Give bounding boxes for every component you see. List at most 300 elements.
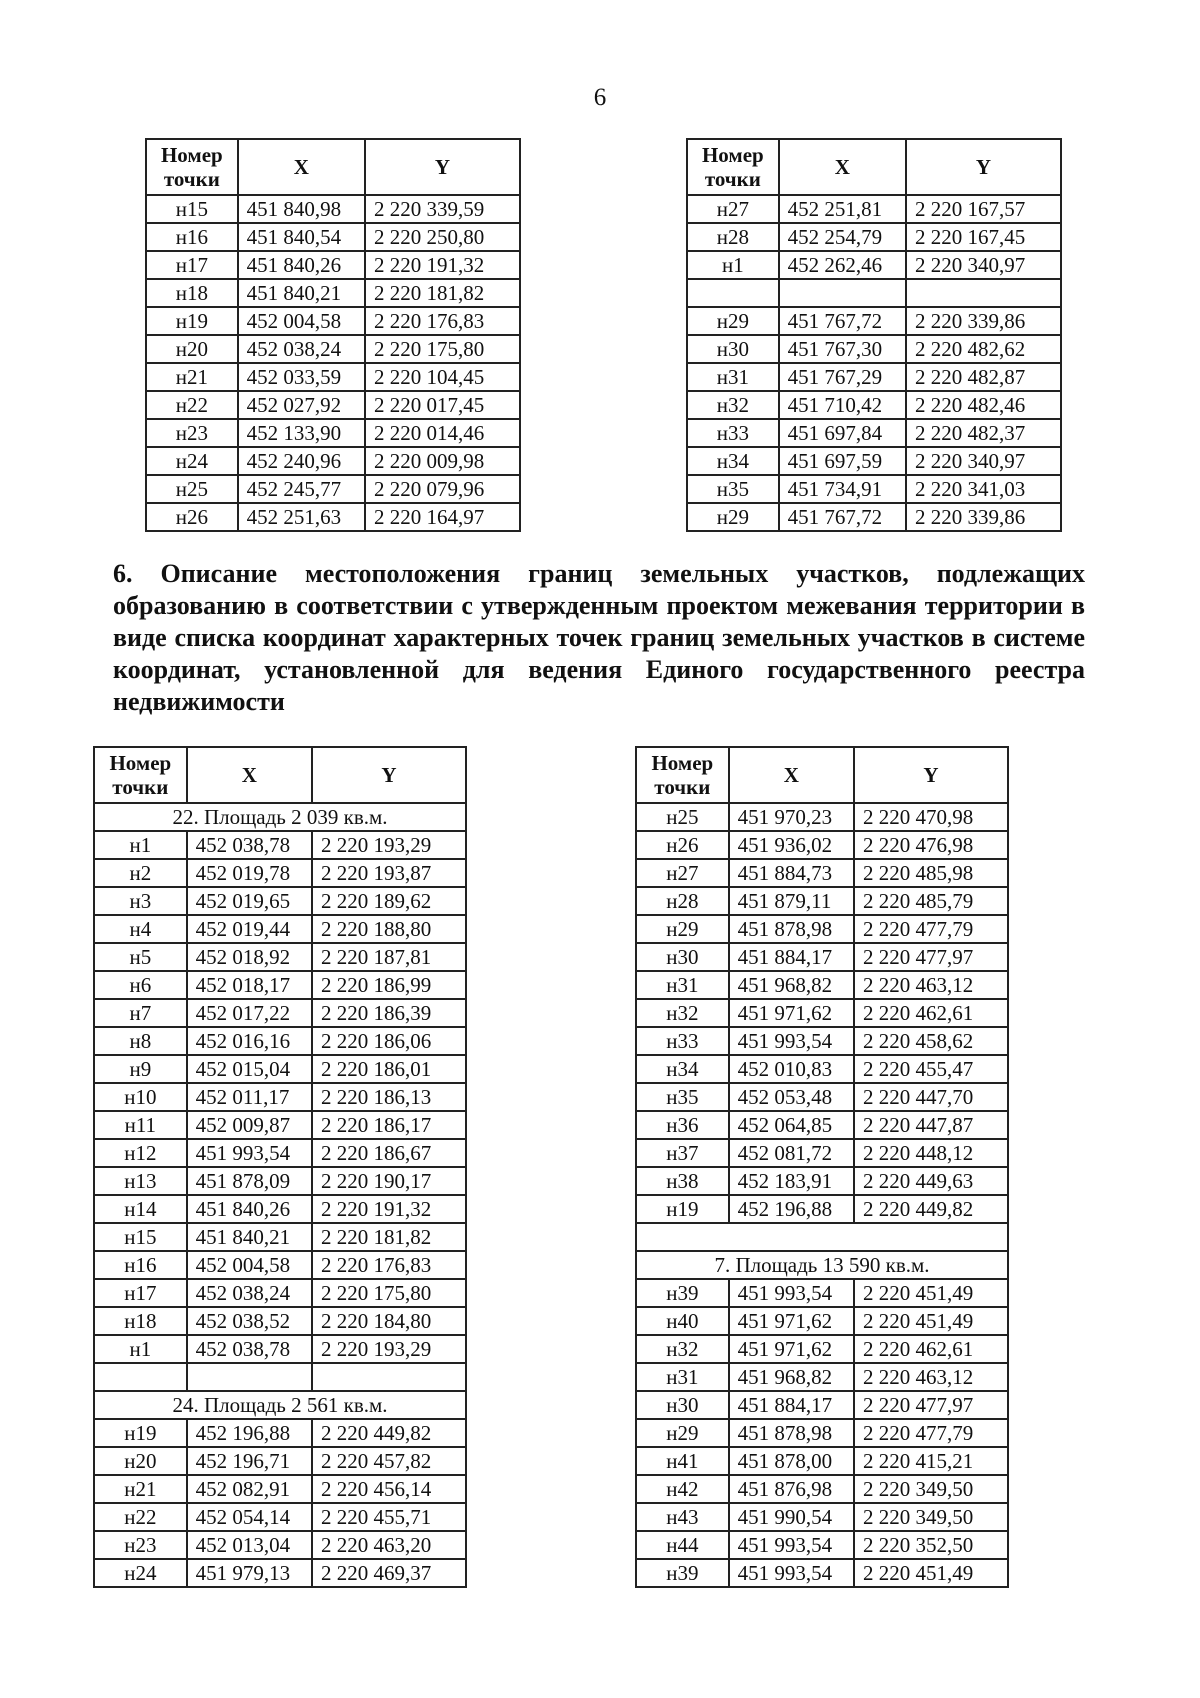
table-row xyxy=(94,859,466,887)
header-y: Y xyxy=(906,139,1061,195)
x-cell: 451 767,29 xyxy=(779,363,906,391)
y-cell: 2 220 482,87 xyxy=(906,363,1061,391)
table-row xyxy=(146,223,520,251)
x-cell: 452 133,90 xyxy=(238,419,365,447)
x-cell: 452 033,59 xyxy=(238,363,365,391)
y-cell: 2 220 463,12 xyxy=(854,1363,1008,1391)
point-number-cell: н27 xyxy=(687,195,779,223)
y-cell: 2 220 476,98 xyxy=(854,831,1008,859)
table-row xyxy=(146,251,520,279)
point-number-cell: н19 xyxy=(146,307,238,335)
x-cell: 452 009,87 xyxy=(187,1111,312,1139)
x-cell: 451 879,11 xyxy=(729,887,854,915)
table-row xyxy=(94,1139,466,1167)
x-cell: 451 968,82 xyxy=(729,971,854,999)
point-number-cell: н30 xyxy=(636,1391,729,1419)
y-cell: 2 220 455,47 xyxy=(854,1055,1008,1083)
point-number-cell: н35 xyxy=(636,1083,729,1111)
table-row xyxy=(94,943,466,971)
point-number-cell: н1 xyxy=(94,831,187,859)
y-cell: 2 220 191,32 xyxy=(365,251,520,279)
x-cell: 452 038,24 xyxy=(187,1279,312,1307)
table-row xyxy=(146,307,520,335)
x-cell: 451 876,98 xyxy=(729,1475,854,1503)
point-number-cell: н14 xyxy=(94,1195,187,1223)
x-cell xyxy=(187,1363,312,1391)
table-row xyxy=(146,363,520,391)
x-cell: 451 878,00 xyxy=(729,1447,854,1475)
point-number-cell: н41 xyxy=(636,1447,729,1475)
point-number-cell: н32 xyxy=(636,999,729,1027)
x-cell: 452 054,14 xyxy=(187,1503,312,1531)
y-cell: 2 220 186,39 xyxy=(312,999,466,1027)
point-number-cell: н31 xyxy=(687,363,779,391)
point-number-cell: н29 xyxy=(687,503,779,531)
table-row xyxy=(636,1083,1008,1111)
table-row xyxy=(636,1111,1008,1139)
y-cell: 2 220 477,79 xyxy=(854,915,1008,943)
table-row xyxy=(636,859,1008,887)
table-row xyxy=(687,447,1061,475)
table-row xyxy=(94,1167,466,1195)
table-row xyxy=(687,503,1061,531)
section-row xyxy=(94,1391,466,1419)
x-cell: 452 015,04 xyxy=(187,1055,312,1083)
point-number-cell: н21 xyxy=(146,363,238,391)
x-cell: 452 004,58 xyxy=(238,307,365,335)
point-number-cell: н20 xyxy=(146,335,238,363)
table-row xyxy=(94,1055,466,1083)
point-number-cell: н22 xyxy=(146,391,238,419)
point-number-cell: н22 xyxy=(94,1503,187,1531)
x-cell: 451 840,21 xyxy=(187,1223,312,1251)
x-cell: 452 240,96 xyxy=(238,447,365,475)
y-cell: 2 220 482,62 xyxy=(906,335,1061,363)
point-number-cell: н33 xyxy=(636,1027,729,1055)
y-cell: 2 220 462,61 xyxy=(854,1335,1008,1363)
table-row xyxy=(94,1083,466,1111)
x-cell: 452 053,48 xyxy=(729,1083,854,1111)
header-x: X xyxy=(779,139,906,195)
table-row xyxy=(94,1307,466,1335)
table-row xyxy=(94,1447,466,1475)
point-number-cell: н24 xyxy=(94,1559,187,1587)
y-cell: 2 220 458,62 xyxy=(854,1027,1008,1055)
x-cell: 452 196,71 xyxy=(187,1447,312,1475)
y-cell: 2 220 104,45 xyxy=(365,363,520,391)
x-cell: 451 971,62 xyxy=(729,1307,854,1335)
table-row xyxy=(636,887,1008,915)
point-number-cell: н37 xyxy=(636,1139,729,1167)
point-number-cell: н3 xyxy=(94,887,187,915)
x-cell: 451 878,98 xyxy=(729,915,854,943)
y-cell: 2 220 339,59 xyxy=(365,195,520,223)
point-number-cell: н20 xyxy=(94,1447,187,1475)
x-cell: 452 082,91 xyxy=(187,1475,312,1503)
x-cell: 451 993,54 xyxy=(729,1559,854,1587)
point-number-cell: н6 xyxy=(94,971,187,999)
y-cell: 2 220 190,17 xyxy=(312,1167,466,1195)
x-cell: 451 993,54 xyxy=(187,1139,312,1167)
x-cell: 452 016,16 xyxy=(187,1027,312,1055)
point-number-cell: н39 xyxy=(636,1559,729,1587)
y-cell: 2 220 456,14 xyxy=(312,1475,466,1503)
x-cell: 451 767,72 xyxy=(779,307,906,335)
y-cell: 2 220 457,82 xyxy=(312,1447,466,1475)
point-number-cell: н1 xyxy=(94,1335,187,1363)
y-cell: 2 220 193,87 xyxy=(312,859,466,887)
y-cell: 2 220 186,01 xyxy=(312,1055,466,1083)
y-cell: 2 220 455,71 xyxy=(312,1503,466,1531)
point-number-cell: н29 xyxy=(636,1419,729,1447)
x-cell: 452 064,85 xyxy=(729,1111,854,1139)
table-row xyxy=(636,1447,1008,1475)
table-row xyxy=(94,915,466,943)
table-row xyxy=(94,1195,466,1223)
y-cell: 2 220 340,97 xyxy=(906,251,1061,279)
table-row xyxy=(687,279,1061,307)
x-cell: 452 019,78 xyxy=(187,859,312,887)
y-cell: 2 220 189,62 xyxy=(312,887,466,915)
y-cell: 2 220 014,46 xyxy=(365,419,520,447)
x-cell: 451 697,84 xyxy=(779,419,906,447)
x-cell: 451 990,54 xyxy=(729,1503,854,1531)
y-cell: 2 220 187,81 xyxy=(312,943,466,971)
x-cell: 452 038,78 xyxy=(187,1335,312,1363)
y-cell: 2 220 175,80 xyxy=(365,335,520,363)
point-number-cell: н15 xyxy=(146,195,238,223)
section-heading: 6. Описание местоположения границ земельных участков, подлежащих образованию в соответствии с утвержденным проектом межевания территории в виде списка координат характерных точек границ земельных участков в системе координат, установленной для ведения Единого государственного реестра недвижимости xyxy=(113,559,1085,716)
table-row xyxy=(94,1531,466,1559)
table-row xyxy=(636,1559,1008,1587)
table-row xyxy=(636,831,1008,859)
point-number-cell: н5 xyxy=(94,943,187,971)
point-number-cell: н11 xyxy=(94,1111,187,1139)
x-cell xyxy=(779,279,906,307)
y-cell: 2 220 340,97 xyxy=(906,447,1061,475)
coordinates-table-bottom-left xyxy=(93,746,467,1588)
header-y: Y xyxy=(365,139,520,195)
table-row xyxy=(636,1531,1008,1559)
y-cell: 2 220 477,79 xyxy=(854,1419,1008,1447)
x-cell: 451 993,54 xyxy=(729,1531,854,1559)
table-row xyxy=(687,307,1061,335)
point-number-cell: н44 xyxy=(636,1531,729,1559)
table-row xyxy=(94,1475,466,1503)
table-row xyxy=(687,335,1061,363)
table-row xyxy=(687,223,1061,251)
y-cell: 2 220 186,99 xyxy=(312,971,466,999)
coordinates-table-top-left xyxy=(145,138,521,532)
x-cell: 451 968,82 xyxy=(729,1363,854,1391)
table-row xyxy=(636,1475,1008,1503)
point-number-cell: н16 xyxy=(94,1251,187,1279)
table-row xyxy=(94,1279,466,1307)
point-number-cell: н17 xyxy=(94,1279,187,1307)
point-number-cell: н30 xyxy=(687,335,779,363)
x-cell: 451 993,54 xyxy=(729,1027,854,1055)
y-cell: 2 220 463,20 xyxy=(312,1531,466,1559)
table-row xyxy=(94,1223,466,1251)
x-cell: 451 710,42 xyxy=(779,391,906,419)
table-row xyxy=(94,1503,466,1531)
y-cell: 2 220 188,80 xyxy=(312,915,466,943)
y-cell: 2 220 451,49 xyxy=(854,1307,1008,1335)
section-title: 24. Площадь 2 561 кв.м. xyxy=(94,1391,466,1419)
x-cell: 451 884,17 xyxy=(729,1391,854,1419)
table-row xyxy=(94,831,466,859)
point-number-cell: н29 xyxy=(687,307,779,335)
table-row xyxy=(687,363,1061,391)
table-row xyxy=(146,447,520,475)
header-point-number: Номер точки xyxy=(94,747,187,803)
table-row xyxy=(146,335,520,363)
y-cell: 2 220 193,29 xyxy=(312,831,466,859)
x-cell: 451 840,26 xyxy=(238,251,365,279)
table-row xyxy=(636,1167,1008,1195)
x-cell: 452 018,92 xyxy=(187,943,312,971)
x-cell: 451 840,98 xyxy=(238,195,365,223)
header-x: X xyxy=(238,139,365,195)
point-number-cell: н31 xyxy=(636,971,729,999)
point-number-cell: н32 xyxy=(687,391,779,419)
table-row xyxy=(687,195,1061,223)
y-cell: 2 220 191,32 xyxy=(312,1195,466,1223)
point-number-cell: н18 xyxy=(94,1307,187,1335)
y-cell: 2 220 449,82 xyxy=(312,1419,466,1447)
y-cell: 2 220 349,50 xyxy=(854,1475,1008,1503)
point-number-cell: н28 xyxy=(687,223,779,251)
y-cell xyxy=(906,279,1061,307)
point-number-cell: н12 xyxy=(94,1139,187,1167)
x-cell: 452 011,17 xyxy=(187,1083,312,1111)
table-row xyxy=(636,803,1008,831)
y-cell: 2 220 451,49 xyxy=(854,1279,1008,1307)
header-point-number: Номер точки xyxy=(687,139,779,195)
x-cell: 451 971,62 xyxy=(729,999,854,1027)
point-number-cell: н42 xyxy=(636,1475,729,1503)
table-row xyxy=(636,1363,1008,1391)
y-cell: 2 220 186,13 xyxy=(312,1083,466,1111)
point-number-cell: н43 xyxy=(636,1503,729,1531)
point-number-cell: н1 xyxy=(687,251,779,279)
y-cell: 2 220 449,82 xyxy=(854,1195,1008,1223)
table-row xyxy=(636,1195,1008,1223)
table-row xyxy=(94,1251,466,1279)
point-number-cell: н31 xyxy=(636,1363,729,1391)
table-row xyxy=(636,943,1008,971)
x-cell: 451 971,62 xyxy=(729,1335,854,1363)
table-row xyxy=(636,1055,1008,1083)
y-cell: 2 220 339,86 xyxy=(906,307,1061,335)
y-cell: 2 220 482,37 xyxy=(906,419,1061,447)
y-cell: 2 220 176,83 xyxy=(365,307,520,335)
x-cell: 452 013,04 xyxy=(187,1531,312,1559)
y-cell: 2 220 009,98 xyxy=(365,447,520,475)
y-cell: 2 220 186,17 xyxy=(312,1111,466,1139)
table-row xyxy=(636,1419,1008,1447)
x-cell: 451 878,09 xyxy=(187,1167,312,1195)
point-number-cell: н34 xyxy=(636,1055,729,1083)
table-row xyxy=(146,195,520,223)
point-number-cell: н30 xyxy=(636,943,729,971)
y-cell: 2 220 341,03 xyxy=(906,475,1061,503)
section-row xyxy=(94,803,466,831)
table-row xyxy=(146,503,520,531)
x-cell: 452 017,22 xyxy=(187,999,312,1027)
coordinates-table-top-right xyxy=(686,138,1062,532)
x-cell: 452 245,77 xyxy=(238,475,365,503)
table-row xyxy=(94,999,466,1027)
y-cell: 2 220 181,82 xyxy=(365,279,520,307)
y-cell: 2 220 186,06 xyxy=(312,1027,466,1055)
point-number-cell: н27 xyxy=(636,859,729,887)
point-number-cell: н21 xyxy=(94,1475,187,1503)
table-row xyxy=(636,1503,1008,1531)
y-cell: 2 220 079,96 xyxy=(365,475,520,503)
x-cell: 451 734,91 xyxy=(779,475,906,503)
y-cell: 2 220 339,86 xyxy=(906,503,1061,531)
y-cell: 2 220 167,45 xyxy=(906,223,1061,251)
x-cell: 452 254,79 xyxy=(779,223,906,251)
y-cell: 2 220 415,21 xyxy=(854,1447,1008,1475)
x-cell: 452 251,63 xyxy=(238,503,365,531)
y-cell: 2 220 477,97 xyxy=(854,1391,1008,1419)
table-row xyxy=(636,1279,1008,1307)
x-cell: 452 010,83 xyxy=(729,1055,854,1083)
y-cell xyxy=(312,1363,466,1391)
table-row xyxy=(636,915,1008,943)
page-number: 6 xyxy=(593,84,607,111)
point-number-cell: н23 xyxy=(94,1531,187,1559)
point-number-cell: н35 xyxy=(687,475,779,503)
point-number-cell: н24 xyxy=(146,447,238,475)
table-row xyxy=(94,1363,466,1391)
x-cell: 451 767,72 xyxy=(779,503,906,531)
point-number-cell: н32 xyxy=(636,1335,729,1363)
y-cell: 2 220 176,83 xyxy=(312,1251,466,1279)
header-y: Y xyxy=(312,747,466,803)
x-cell: 451 697,59 xyxy=(779,447,906,475)
point-number-cell: н36 xyxy=(636,1111,729,1139)
x-cell: 451 993,54 xyxy=(729,1279,854,1307)
x-cell: 451 878,98 xyxy=(729,1419,854,1447)
y-cell: 2 220 482,46 xyxy=(906,391,1061,419)
point-number-cell: н17 xyxy=(146,251,238,279)
x-cell: 452 081,72 xyxy=(729,1139,854,1167)
x-cell: 452 004,58 xyxy=(187,1251,312,1279)
x-cell: 452 027,92 xyxy=(238,391,365,419)
y-cell: 2 220 448,12 xyxy=(854,1139,1008,1167)
x-cell: 451 840,26 xyxy=(187,1195,312,1223)
point-number-cell: н18 xyxy=(146,279,238,307)
table-row xyxy=(146,475,520,503)
point-number-cell: н25 xyxy=(636,803,729,831)
x-cell: 451 979,13 xyxy=(187,1559,312,1587)
y-cell: 2 220 167,57 xyxy=(906,195,1061,223)
x-cell: 452 183,91 xyxy=(729,1167,854,1195)
blank-row xyxy=(636,1223,1008,1251)
point-number-cell: н29 xyxy=(636,915,729,943)
table-row xyxy=(94,1111,466,1139)
y-cell: 2 220 250,80 xyxy=(365,223,520,251)
table-row xyxy=(94,1419,466,1447)
y-cell: 2 220 447,70 xyxy=(854,1083,1008,1111)
point-number-cell: н26 xyxy=(146,503,238,531)
y-cell: 2 220 462,61 xyxy=(854,999,1008,1027)
x-cell: 451 970,23 xyxy=(729,803,854,831)
point-number-cell: н25 xyxy=(146,475,238,503)
header-y: Y xyxy=(854,747,1008,803)
x-cell: 452 019,65 xyxy=(187,887,312,915)
x-cell: 452 018,17 xyxy=(187,971,312,999)
y-cell: 2 220 447,87 xyxy=(854,1111,1008,1139)
header-x: X xyxy=(729,747,854,803)
table-row xyxy=(636,1335,1008,1363)
y-cell: 2 220 451,49 xyxy=(854,1559,1008,1587)
section-row xyxy=(636,1251,1008,1279)
point-number-cell: н33 xyxy=(687,419,779,447)
x-cell: 452 038,78 xyxy=(187,831,312,859)
x-cell: 451 767,30 xyxy=(779,335,906,363)
table-row xyxy=(94,887,466,915)
point-number-cell: н26 xyxy=(636,831,729,859)
point-number-cell: н4 xyxy=(94,915,187,943)
table-row xyxy=(687,391,1061,419)
x-cell: 451 936,02 xyxy=(729,831,854,859)
point-number-cell: н40 xyxy=(636,1307,729,1335)
coordinates-table-bottom-right xyxy=(635,746,1009,1588)
table-row xyxy=(636,1391,1008,1419)
y-cell: 2 220 349,50 xyxy=(854,1503,1008,1531)
header-point-number: Номер точки xyxy=(146,139,238,195)
point-number-cell: н39 xyxy=(636,1279,729,1307)
x-cell: 452 038,52 xyxy=(187,1307,312,1335)
x-cell: 452 262,46 xyxy=(779,251,906,279)
point-number-cell: н34 xyxy=(687,447,779,475)
x-cell: 451 840,54 xyxy=(238,223,365,251)
x-cell: 452 196,88 xyxy=(729,1195,854,1223)
point-number-cell: н19 xyxy=(94,1419,187,1447)
table-row xyxy=(94,1335,466,1363)
table-row xyxy=(636,999,1008,1027)
point-number-cell: н16 xyxy=(146,223,238,251)
table-row xyxy=(636,1307,1008,1335)
y-cell: 2 220 181,82 xyxy=(312,1223,466,1251)
table-row xyxy=(687,419,1061,447)
y-cell: 2 220 485,98 xyxy=(854,859,1008,887)
blank-cell xyxy=(636,1223,1008,1251)
y-cell: 2 220 485,79 xyxy=(854,887,1008,915)
y-cell: 2 220 175,80 xyxy=(312,1279,466,1307)
y-cell: 2 220 164,97 xyxy=(365,503,520,531)
section-title: 7. Площадь 13 590 кв.м. xyxy=(636,1251,1008,1279)
table-row xyxy=(636,1027,1008,1055)
table-row xyxy=(94,1027,466,1055)
point-number-cell: н28 xyxy=(636,887,729,915)
point-number-cell: н7 xyxy=(94,999,187,1027)
y-cell: 2 220 186,67 xyxy=(312,1139,466,1167)
y-cell: 2 220 017,45 xyxy=(365,391,520,419)
point-number-cell xyxy=(687,279,779,307)
table-row xyxy=(687,251,1061,279)
x-cell: 452 019,44 xyxy=(187,915,312,943)
table-row xyxy=(636,1139,1008,1167)
table-row xyxy=(94,971,466,999)
x-cell: 451 840,21 xyxy=(238,279,365,307)
point-number-cell: н13 xyxy=(94,1167,187,1195)
y-cell: 2 220 352,50 xyxy=(854,1531,1008,1559)
